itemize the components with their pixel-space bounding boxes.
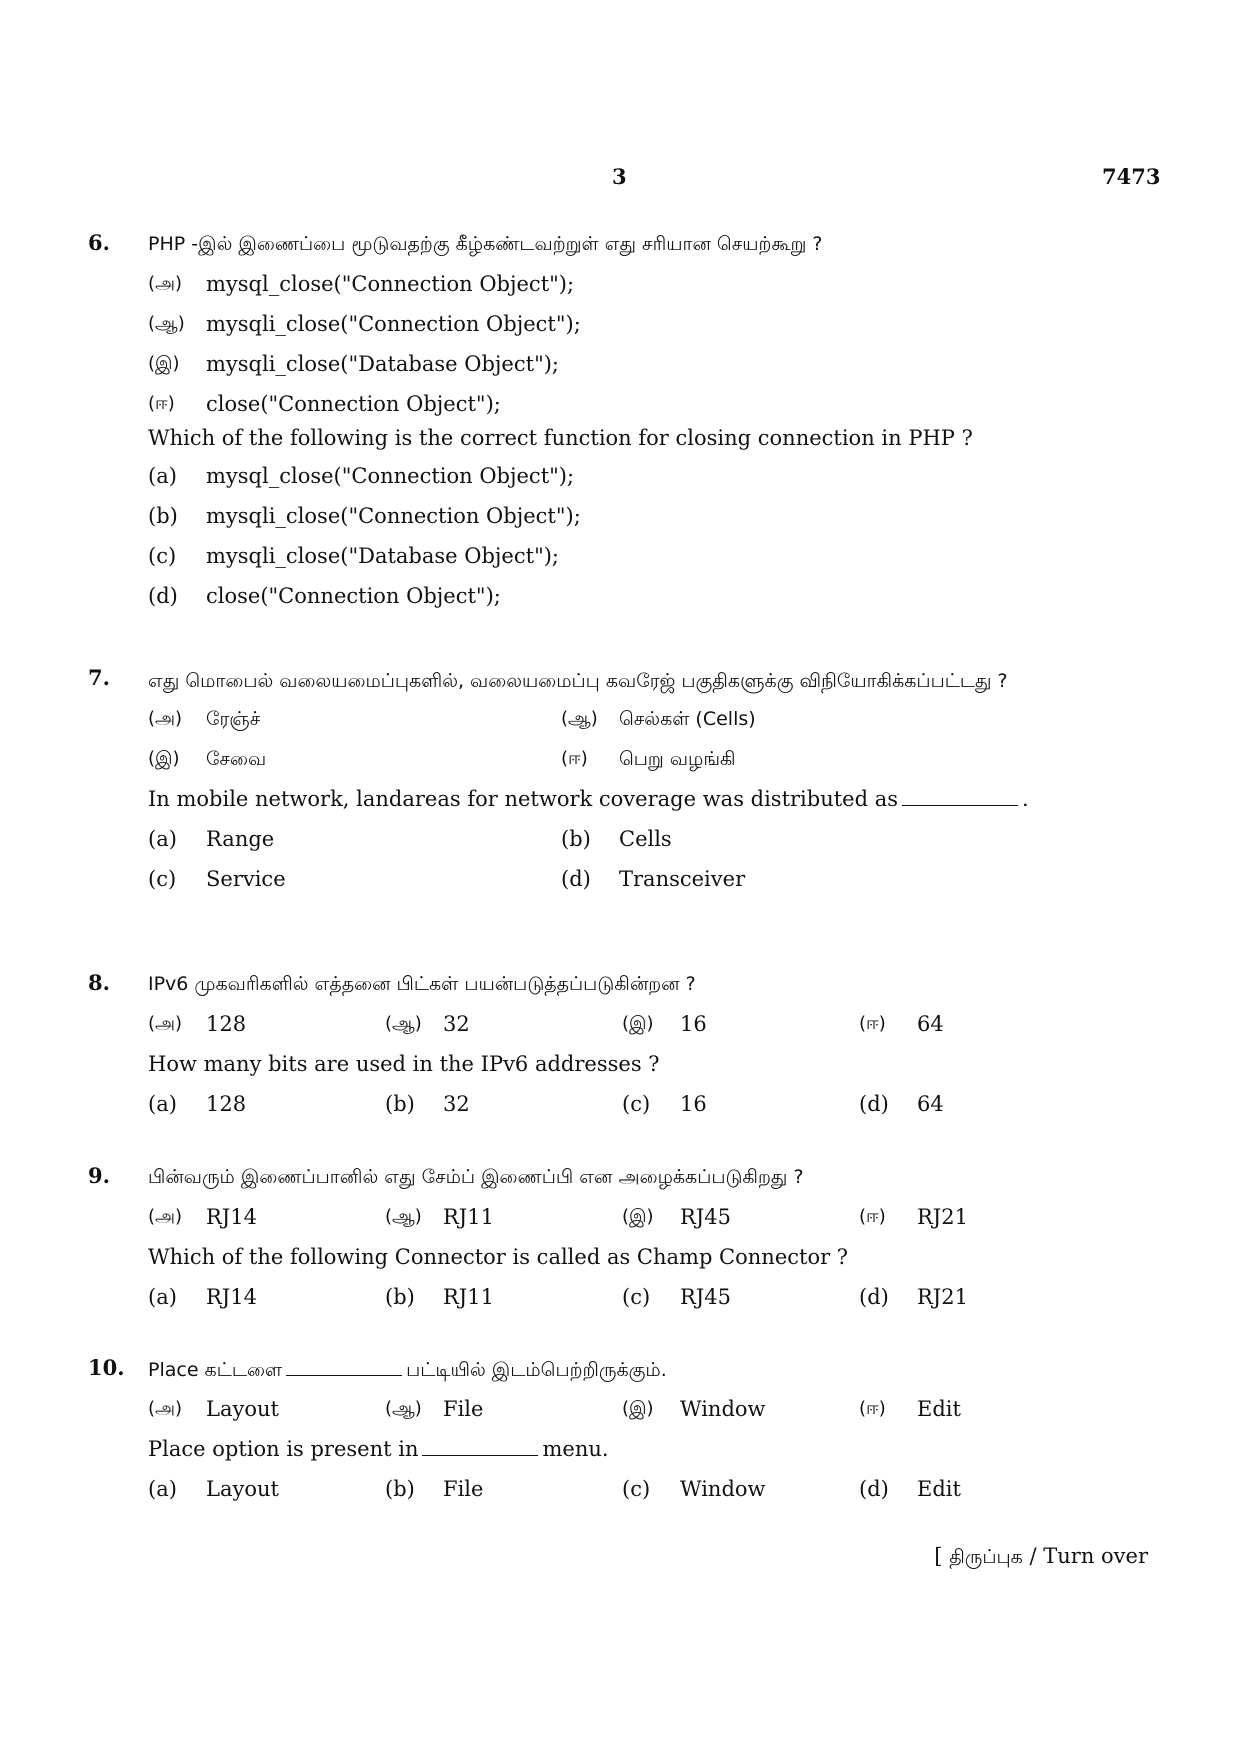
tamil-option: (ஆ) செல்கள் (Cells)	[561, 708, 756, 730]
tamil-option: (ஆ) File	[385, 1397, 484, 1421]
tamil-option: (இ) Window	[622, 1397, 766, 1421]
page-number: 3	[612, 164, 627, 189]
tamil-option: (ஆ) mysqli_close("Connection Object");	[148, 312, 581, 336]
paper-code: 7473	[1102, 164, 1161, 189]
english-options-row	[148, 825, 1148, 865]
english-option: (a) Range	[148, 827, 275, 851]
tamil-option: (அ) mysql_close("Connection Object");	[148, 272, 575, 296]
answer-blank	[422, 1455, 538, 1456]
tamil-option: (இ) mysqli_close("Database Object");	[148, 352, 559, 376]
answer-blank	[902, 805, 1018, 806]
tamil-question-stem: IPv6 முகவரிகளில் எத்தனை பிட்கள் பயன்படுத்தப்படுகின்றன ?	[148, 973, 696, 995]
english-option: (b) 32	[385, 1092, 470, 1116]
english-option: (c) Window	[622, 1477, 766, 1501]
answer-blank	[286, 1375, 402, 1376]
english-option: (c) mysqli_close("Database Object");	[148, 544, 559, 568]
english-question-stem: How many bits are used in the IPv6 addresses ?	[148, 1052, 660, 1076]
tamil-option: (ஆ) RJ11	[385, 1205, 494, 1229]
page-header	[0, 164, 1240, 194]
tamil-option: (அ) 128	[148, 1012, 247, 1036]
english-options-row	[148, 865, 1148, 905]
tamil-option: (ஈ) RJ21	[859, 1205, 968, 1229]
turn-over-note: [ திருப்புக / Turn over	[934, 1544, 1148, 1568]
tamil-option: (அ) ரேஞ்ச்	[148, 708, 261, 730]
english-option: (b) Cells	[561, 827, 672, 851]
tamil-option: (ஈ) close("Connection Object");	[148, 392, 501, 416]
english-question-stem: Which of the following Connector is called as Champ Connector ?	[148, 1245, 849, 1269]
english-option: (c) 16	[622, 1092, 707, 1116]
english-option: (d) RJ21	[859, 1285, 968, 1309]
english-options-row	[148, 1475, 1148, 1515]
tamil-options-row	[148, 1010, 1148, 1050]
tamil-question-stem: Place கட்டளை பட்டியில் இடம்பெற்றிருக்கும்.	[148, 1359, 667, 1381]
english-options-row	[148, 1090, 1148, 1130]
english-option: (d) 64	[859, 1092, 944, 1116]
tamil-options-row	[148, 745, 1148, 785]
question-number: 7.	[88, 665, 110, 690]
tamil-option: (ஈ) Edit	[859, 1397, 961, 1421]
english-option: (c) Service	[148, 867, 286, 891]
tamil-option: (ஈ) 64	[859, 1012, 944, 1036]
question-number: 9.	[88, 1163, 110, 1188]
english-option: (d) Edit	[859, 1477, 961, 1501]
tamil-question-stem: பின்வரும் இணைப்பானில் எது சேம்ப் இணைப்பி என அழைக்கப்படுகிறது ?	[148, 1166, 804, 1188]
english-question-stem: In mobile network, landareas for network coverage was distributed as .	[148, 787, 1029, 811]
tamil-option: (அ) RJ14	[148, 1205, 257, 1229]
english-question-stem: Which of the following is the correct function for closing connection in PHP ?	[148, 426, 973, 450]
question-number: 6.	[88, 230, 110, 255]
tamil-option: (இ) RJ45	[622, 1205, 731, 1229]
tamil-options-row	[148, 1203, 1148, 1243]
english-option: (b) RJ11	[385, 1285, 494, 1309]
tamil-option: (ஈ) பெறு வழங்கி	[561, 748, 736, 770]
english-option: (d) Transceiver	[561, 867, 746, 891]
tamil-options-row	[148, 705, 1148, 745]
english-option: (d) close("Connection Object");	[148, 584, 501, 608]
tamil-option: (அ) Layout	[148, 1397, 279, 1421]
english-option: (b) mysqli_close("Connection Object");	[148, 504, 581, 528]
tamil-options-row	[148, 1395, 1148, 1435]
tamil-question-stem: PHP -இல் இணைப்பை மூடுவதற்கு கீழ்கண்டவற்றுள் எது சரியான செயற்கூறு ?	[148, 233, 823, 255]
tamil-option: (ஆ) 32	[385, 1012, 470, 1036]
tamil-option: (இ) சேவை	[148, 748, 267, 770]
english-option: (a) Layout	[148, 1477, 279, 1501]
english-option: (b) File	[385, 1477, 484, 1501]
question-number: 8.	[88, 970, 110, 995]
english-option: (c) RJ45	[622, 1285, 731, 1309]
tamil-option: (இ) 16	[622, 1012, 707, 1036]
english-option: (a) mysql_close("Connection Object");	[148, 464, 575, 488]
tamil-question-stem: எது மொபைல் வலையமைப்புகளில், வலையமைப்பு கவரேஜ் பகுதிகளுக்கு விநியோகிக்கப்பட்டது ?	[148, 670, 1008, 692]
english-options-row	[148, 1283, 1148, 1323]
english-option: (a) 128	[148, 1092, 247, 1116]
english-option: (a) RJ14	[148, 1285, 257, 1309]
english-question-stem: Place option is present in menu.	[148, 1437, 609, 1461]
question-number: 10.	[88, 1355, 125, 1380]
